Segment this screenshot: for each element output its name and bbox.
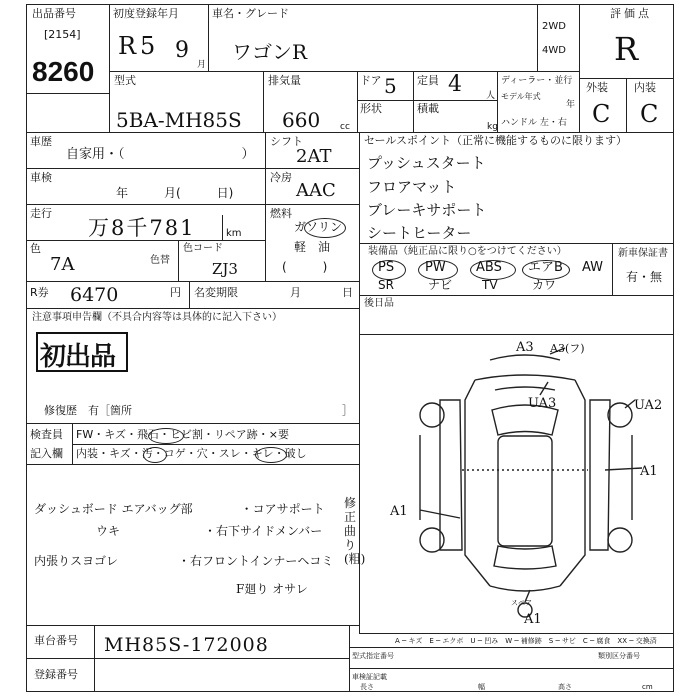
name-change-day: 日 (342, 286, 353, 299)
dirt-circle (143, 447, 167, 463)
fuel-diesel: 軽 油 (294, 240, 331, 254)
first-listing-stamp: 初出品 (40, 342, 116, 372)
reg-label: 初度登録年月 (113, 7, 179, 20)
color-code-value: ZJ3 (212, 260, 238, 278)
mark-a3-hood: A3(フ) (550, 342, 585, 355)
exterior-value: C (592, 100, 611, 128)
drive-4wd: 4WD (542, 45, 566, 56)
mark-a1-left: A1 (390, 504, 408, 519)
delivery-label: 後日品 (364, 298, 394, 309)
chassis-label: 車台番号 (34, 634, 78, 647)
drive-2wd: 2WD (542, 21, 566, 32)
equip-pw: PW (425, 260, 446, 275)
lot-code: [2154] (44, 28, 81, 41)
equip-tv: TV (482, 278, 498, 292)
remark-2: 内張りスヨゴレ ・右フロントインナーヘコミ (34, 554, 334, 568)
mark-a1-right: A1 (640, 464, 658, 479)
reg-era: R (118, 32, 137, 60)
recycle-unit: 円 (170, 286, 181, 299)
shape-label: 形状 (360, 102, 382, 115)
car-diagram (380, 340, 670, 625)
remark-side: 修正曲り(粗) (344, 496, 366, 566)
recycle-value: 6470 (70, 284, 119, 306)
scuff-circle (255, 447, 287, 463)
sales-points-label: セールスポイント（正常に機能するものに限ります） (364, 134, 628, 147)
capacity-label: 定員 (417, 74, 439, 87)
repair-close: ］ (342, 404, 353, 417)
door-label: ドア (360, 74, 382, 87)
door-value: 5 (384, 74, 397, 98)
abs-circle (470, 260, 516, 280)
equip-sr: SR (378, 278, 394, 292)
remark-1b: ウキ ・右下サイドメンバー (96, 524, 323, 538)
inspection-value: 年 月( 日) (116, 186, 234, 200)
swap-color-label: 色替 (150, 255, 170, 266)
mileage-value: 万8千781 (88, 216, 196, 240)
drive-cell (537, 4, 580, 72)
reg-month-unit: 月 (197, 60, 207, 70)
warranty-label: 新車保証書 (618, 248, 668, 259)
exterior-label: 外装 (586, 81, 608, 94)
sales-point-1: プッシュスタート (367, 154, 486, 172)
name-change-label: 名変期限 (194, 286, 238, 299)
equip-leather: カワ (532, 278, 557, 292)
cc-value: 660 (282, 108, 321, 132)
height-label: 高さ (558, 683, 572, 691)
fw-row: FW・キズ・飛石・ヒビ割・リペア跡・×要 (76, 428, 289, 441)
equipment-label: 装備品（純正品に限り○をつけてください） (368, 246, 567, 257)
mileage-unit: km (226, 228, 242, 239)
mark-ua3: UA3 (528, 396, 557, 411)
remark-1: ダッシュボード エアバッグ部 ・コアサポート (34, 502, 325, 516)
mileage-label: 走行 (30, 207, 52, 220)
pw-circle (418, 260, 458, 280)
equip-ps: PS (378, 260, 395, 275)
remark-3: F廻り オサレ (236, 582, 308, 596)
inspector-label: 検査員 (30, 428, 63, 441)
ac-value: AAC (296, 180, 336, 201)
inspection-label: 車検 (30, 171, 52, 184)
shift-label: シフト (270, 135, 303, 148)
history-label: 車歴 (30, 135, 52, 148)
recycle-label: R券 (30, 286, 49, 299)
width-label: 幅 (478, 683, 485, 691)
fuel-label: 燃料 (270, 207, 292, 220)
warranty-value: 有・無 (626, 270, 663, 284)
capacity-value: 4 (448, 72, 462, 97)
damage-legend: A ─ キズ E ─ エクボ U ─ 凹み W ─ 補修跡 S ─ サビ C ─ 腐食 XX ─ 交換済 (395, 637, 657, 645)
equip-airbag: エアB (528, 260, 563, 275)
model-value: 5BA-MH85S (116, 108, 242, 132)
interior-value: C (640, 100, 659, 128)
delivery-cell (359, 295, 674, 335)
equip-navi: ナビ (428, 278, 453, 292)
mark-a1-rear: A1 (524, 612, 542, 627)
color-label: 色 (30, 242, 41, 255)
equip-aw: AW (582, 260, 604, 275)
dealer-label: ディーラー・並行 (501, 76, 573, 86)
equip-abs: ABS (476, 260, 502, 275)
cc-unit: cc (340, 122, 350, 132)
ps-circle (372, 260, 406, 280)
grade-value: R (614, 30, 639, 68)
interior-row: 内装・キズ・汚・コゲ・穴・スレ・キレ・破し (76, 447, 307, 460)
length-label: 長さ (360, 683, 374, 691)
year-unit: 年 (566, 100, 576, 110)
chip-circle (148, 428, 184, 444)
repair-label: 修復歴 有［箇所 (44, 404, 132, 417)
handle-label: ハンドル 左・右 (501, 118, 567, 128)
fuel-gas: ガソリン (294, 220, 343, 234)
note-entry-label: 記入欄 (30, 447, 63, 460)
airbag-circle (522, 260, 570, 280)
name-value: ワゴンR (232, 40, 308, 64)
load-unit: kg (487, 122, 498, 132)
cm-unit: cm (642, 683, 653, 691)
category-label: 類別区分番号 (598, 652, 640, 660)
sales-point-2: フロアマット (367, 178, 457, 196)
name-label: 車名・グレード (212, 7, 289, 20)
load-label: 積載 (417, 102, 439, 115)
remarks-block (26, 464, 366, 626)
grade-label: 評価点 (610, 7, 652, 20)
reg-month: 9 (175, 38, 189, 63)
mark-a3-front: A3 (516, 340, 534, 355)
fuel-other: ( ) (282, 260, 328, 274)
sales-point-3: ブレーキサポート (367, 201, 487, 219)
shift-value: 2AT (296, 146, 332, 167)
lot-label: 出品番号 (32, 7, 76, 20)
cc-label: 排気量 (268, 74, 301, 87)
model-label: 型式 (114, 74, 136, 87)
name-change-month: 月 (290, 286, 301, 299)
chassis-value: MH85S-172008 (104, 634, 269, 656)
history-value: 自家用・（ ） (66, 147, 255, 162)
spare-label: スペア (511, 599, 532, 607)
sales-point-4: シートヒーター (367, 224, 472, 242)
ac-label: 冷房 (270, 171, 292, 184)
lot-number: 8260 (32, 56, 95, 87)
reg-no-label: 登録番号 (34, 668, 78, 681)
fuel-gas-circle (304, 218, 346, 238)
reg-year: 5 (140, 32, 156, 60)
model-designation-label: 型式指定番号 (352, 652, 394, 660)
capacity-unit: 人 (486, 91, 496, 101)
model-year-label: モデル年式 (501, 92, 541, 101)
mark-ua2: UA2 (634, 398, 663, 413)
interior-label: 内装 (634, 81, 656, 94)
notes-label: 注意事項申告欄（不具合内容等は具体的に記入下さい） (32, 312, 282, 323)
cert-label: 車検証記載 (352, 673, 387, 681)
color-value: 7A (50, 254, 75, 275)
color-code-label: 色コード (183, 243, 223, 254)
